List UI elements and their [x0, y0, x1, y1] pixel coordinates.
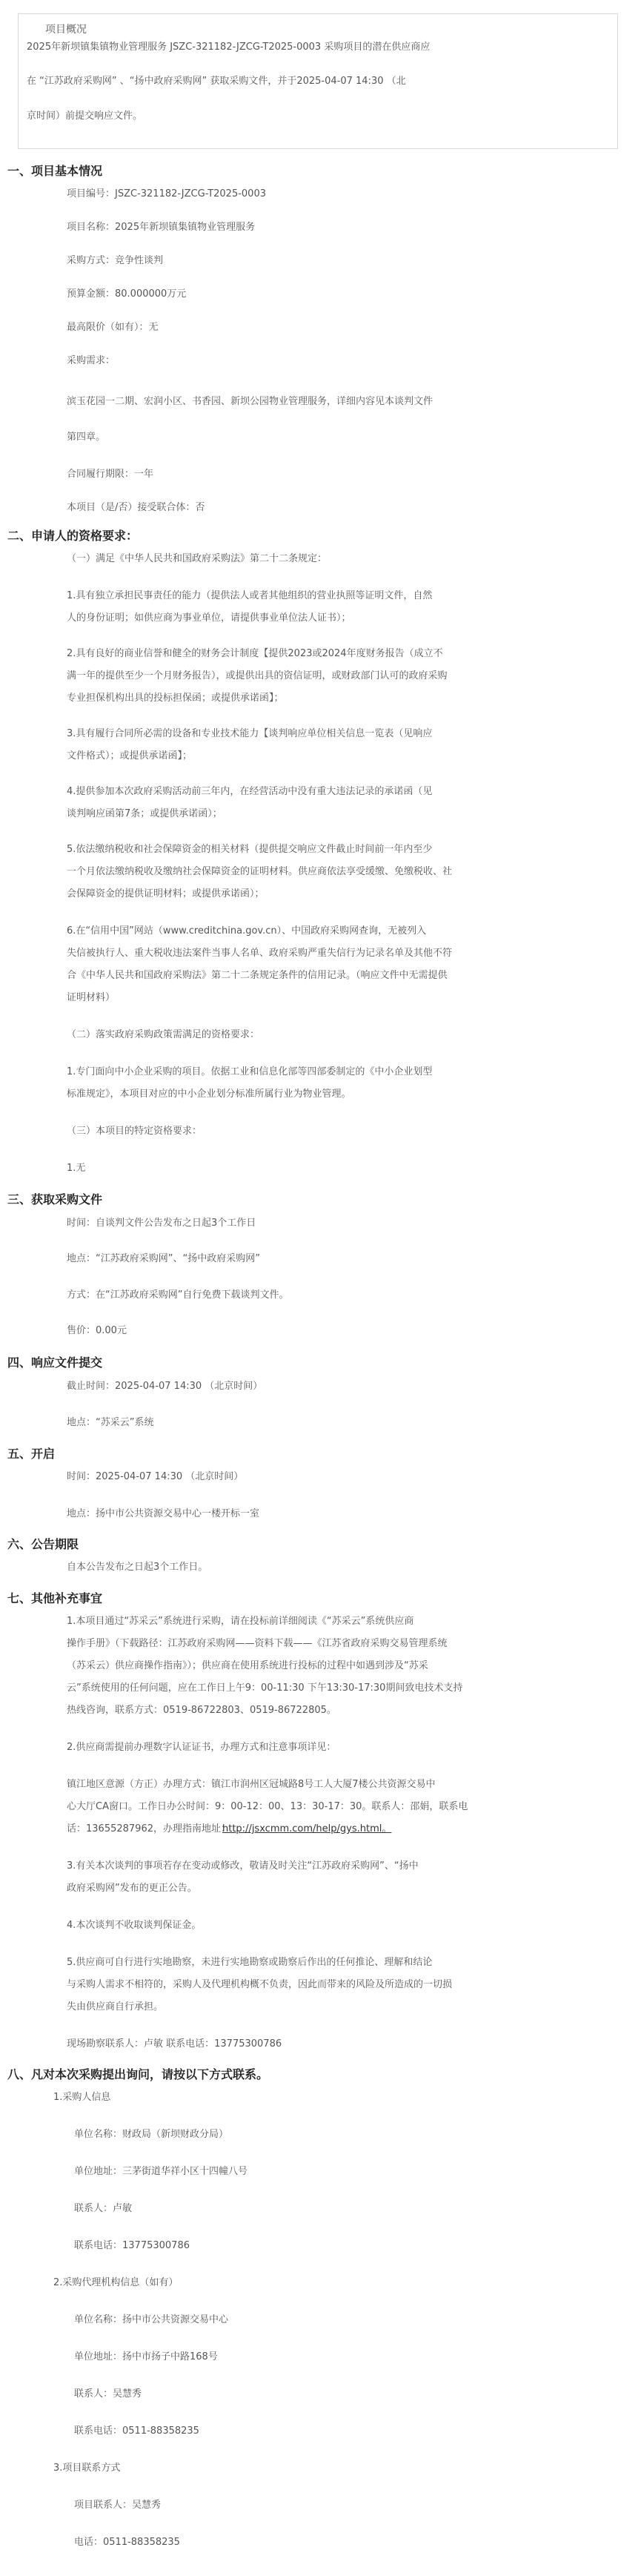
text-line: 1.本项目通过“苏采云”系统进行采购，请在投标前详细阅读《“苏采云”系统供应商 [67, 1616, 414, 1627]
text-line: 2.具有良好的商业信誉和健全的财务会计制度【提供2023或2024年度财务报告（成立不 [67, 648, 443, 659]
text-line: 1.具有独立承担民事责任的能力（提供法人或者其他组织的营业执照等证明文件，自然 [67, 590, 433, 601]
text-line: 4.本次谈判不收取谈判保证金。 [67, 1920, 202, 1931]
text-line: 一个月依法缴纳税收及缴纳社会保障资金的证明材料。供应商依法享受缓缴、免缴税收、社 [67, 866, 453, 877]
text-line: 地点：“苏采云”系统 [67, 1417, 154, 1428]
text-line: 采购需求： [67, 355, 116, 366]
section-title-contact: 八、凡对本次采购提出询问，请按以下方式联系。 [7, 2067, 269, 2081]
text-line: 第四章。 [67, 432, 106, 443]
text-line: 3.有关本次谈判的事项若存在变动或修改，敬请及时关注“江苏政府采购网”、“扬中 [67, 1860, 419, 1872]
text-line: （一）满足《中华人民共和国政府采购法》第二十二条规定： [67, 553, 328, 564]
section-title-basic-info: 一、项目基本情况 [7, 164, 103, 178]
text-line: 1.无 [67, 1163, 86, 1174]
text-line: 采购方式：竞争性谈判 [67, 255, 164, 266]
text-line: 标准规定》，本项目对应的中小企业划分标准所属行业为物业管理。 [67, 1089, 351, 1100]
text-line: 合《中华人民共和国政府采购法》第二十二条规定条件的信用记录。（响应文件中无需提供 [67, 970, 448, 981]
text-line: 2.供应商需提前办理数字认证证书，办理方式和注意事项详见： [67, 1742, 336, 1753]
text-line: 1.采购人信息 [53, 2092, 111, 2103]
overview-line: 2025年新坝镇集镇物业管理服务 JSZC-321182-JZCG-T2025-0003 采购项目的潜在供应商应 [27, 42, 431, 53]
text-line: 政府采购网”发布的更正公告。 [67, 1883, 197, 1894]
text-line: 预算金额：80.000000万元 [67, 288, 187, 300]
text-line: 话：13655287962，办理指南地址： [67, 1823, 230, 1834]
text-line: 售价：0.00元 [67, 1325, 127, 1336]
text-line: 心大厅CA窗口。工作日办公时间：9：00-12：00、13：30-17：30。联系人：邵娟，联系电 [67, 1801, 468, 1812]
section-title-get-documents: 三、获取采购文件 [7, 1192, 103, 1206]
section-title-other-matters: 七、其他补充事宜 [7, 1591, 103, 1605]
text-line: 满一年的提供至少一个月财务报告），或提供出具的资信证明，或财政部门认可的政府采购 [67, 670, 448, 681]
text-line: 地点：“江苏政府采购网”、“扬中政府采购网” [67, 1253, 260, 1264]
text-line: 3.项目联系方式 [53, 2463, 121, 2474]
section-title-submission: 四、响应文件提交 [7, 1355, 103, 1370]
text-line: 合同履行期限：一年 [67, 469, 154, 480]
text-line: 6.在“信用中国”网站（www.creditchina.gov.cn）、中国政府采购网查询，无被列入 [67, 925, 427, 937]
text-line: 证明材料） [67, 992, 116, 1003]
text-line: 3.具有履行合同所必需的设备和专业技术能力【谈判响应单位相关信息一览表（见响应 [67, 728, 433, 739]
text-line: 4.提供参加本次政府采购活动前三年内，在经营活动中没有重大违法记录的承诺函（见 [67, 786, 433, 797]
text-line: 现场勘察联系人：卢敏 联系电话：13775300786 [67, 2038, 282, 2050]
text-line: 失由供应商自行承担。 [67, 2001, 164, 2012]
text-line: 时间：2025-04-07 14:30 （北京时间） [67, 1471, 244, 1482]
text-line: 本项目（是/否）接受联合体：否 [67, 502, 205, 513]
text-line: 云”系统使用的任何问题，应在工作日上午9：00-11:30 下午13:30-17:30期间致电技术支持 [67, 1682, 463, 1694]
text-line: 单位地址：三茅街道华祥小区十四幢八号 [74, 2166, 248, 2177]
cert-guide-link[interactable]: http://jsxcmm.com/help/gys.html。 [222, 1823, 392, 1834]
text-line: 联系电话：13775300786 [74, 2240, 190, 2251]
text-line: 最高限价（如有）：无 [67, 322, 159, 333]
text-line: 单位地址：扬中市扬子中路168号 [74, 2351, 218, 2362]
text-line: （二）落实政府采购政策需满足的资格要求： [67, 1029, 260, 1040]
text-line: （苏采云）供应商操作指南》）；供应商在使用系统进行投标的过程中如遇到涉及“苏采 [67, 1660, 428, 1671]
text-line: 项目名称：2025年新坝镇集镇物业管理服务 [67, 222, 256, 233]
text-line: 电话：0511-88358235 [74, 2537, 180, 2548]
text-line: 方式：在“江苏政府采购网”自行免费下载谈判文件。 [67, 1289, 289, 1301]
text-line: 1.专门面向中小企业采购的项目。依据工业和信息化部等四部委制定的《中小企业划型 [67, 1066, 433, 1077]
text-line: 文件格式）；或提供承诺函】； [67, 750, 193, 762]
text-line: 自本公告发布之日起3个工作日。 [67, 1562, 208, 1573]
text-line: 时间：自谈判文件公告发布之日起3个工作日 [67, 1218, 256, 1229]
text-line: 热线咨询，联系方式：0519-86722803、0519-86722805。 [67, 1705, 336, 1716]
text-line: 单位名称：财政局（新坝财政分局） [74, 2129, 229, 2140]
overview-line: 京时间）前提交响应文件。 [27, 110, 143, 122]
text-line: 截止时间：2025-04-07 14:30 （北京时间） [67, 1381, 263, 1392]
text-line: 镇江地区意源（方正）办理方式：镇江市润州区冠城路8号工人大厦7楼公共资源交易中 [67, 1779, 436, 1790]
section-title-notice-period: 六、公告期限 [7, 1537, 79, 1551]
text-line: 操作手册》（下载路径：江苏政府采购网——资料下载——《江苏省政府采购交易管理系统 [67, 1638, 448, 1649]
text-line: 项目编号：JSZC-321182-JZCG-T2025-0003 [67, 188, 266, 199]
text-line: 单位名称：扬中市公共资源交易中心 [74, 2314, 229, 2325]
text-line: 5.依法缴纳税收和社会保障资金的相关材料（提供提交响应文件截止时间前一年内至少 [67, 844, 433, 855]
overview-line: 在 “江苏政府采购网” 、“扬中政府采购网” 获取采购文件，并于2025-04-07 14:30 （北 [27, 76, 406, 87]
text-line: （三）本项目的特定资格要求： [67, 1126, 202, 1137]
text-line: 5.供应商可自行进行实地勘察，未进行实地勘察或勘察后作出的任何推论、理解和结论 [67, 1957, 433, 1968]
text-line: 人的身份证明；如供应商为事业单位，请提供事业单位法人证书）； [67, 612, 351, 624]
text-line: 地点：扬中市公共资源交易中心一楼开标一室 [67, 1508, 260, 1519]
text-line: 与采购人需求不相符的，采购人及代理机构概不负责，因此而带来的风险及所造成的一切损 [67, 1979, 453, 1990]
text-line: 项目联系人：吴慧秀 [74, 2500, 162, 2511]
text-line: 谈判响应函第7条；或提供承诺函）； [67, 808, 222, 819]
text-line: 联系电话：0511-88358235 [74, 2425, 199, 2437]
text-line: 2.采购代理机构信息（如有） [53, 2277, 179, 2288]
text-line: 专业担保机构出具的投标担保函；或提供承诺函】； [67, 693, 284, 704]
section-title-qualifications: 二、申请人的资格要求： [7, 529, 139, 543]
text-line: 失信被执行人、重大税收违法案件当事人名单、政府采购严重失信行为记录名单及其他不符 [67, 948, 453, 959]
overview-title: 项目概况 [45, 24, 87, 36]
text-line: 滨玉花园一二期、宏润小区、书香园、新坝公园物业管理服务，详细内容见本谈判文件 [67, 396, 434, 407]
text-line: 会保障资金的提供证明材料；或提供承诺函）； [67, 888, 265, 899]
section-title-opening: 五、开启 [7, 1447, 56, 1461]
text-line: 联系人：卢敏 [74, 2203, 133, 2214]
text-line: 联系人：吴慧秀 [74, 2388, 142, 2400]
